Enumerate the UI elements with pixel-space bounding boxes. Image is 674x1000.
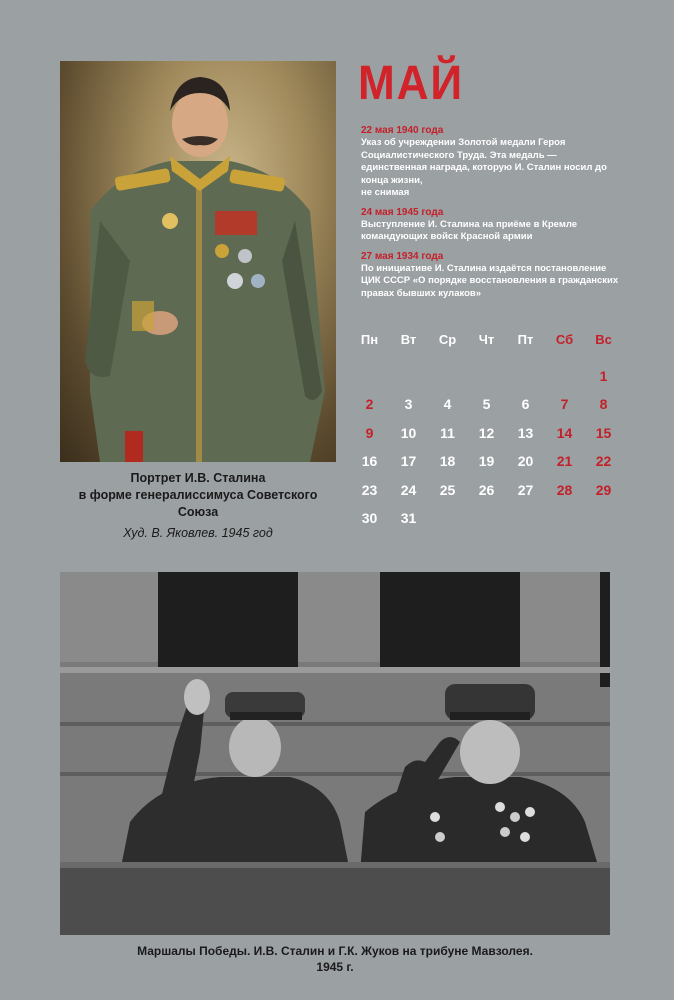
calendar-grid [350, 325, 625, 533]
calendar-day: 8 [599, 396, 608, 413]
events-list [361, 124, 621, 306]
calendar-week-row [350, 390, 625, 419]
calendar-day: 31 [400, 510, 417, 527]
event-date: 27 мая 1934 года [361, 250, 444, 262]
stalin-portrait-painting [60, 61, 336, 462]
calendar-day: 23 [361, 481, 378, 498]
event-text: Указ об учреждении Золотой медали Героя [361, 137, 566, 148]
weekday-sun: Вс [595, 331, 612, 347]
calendar-week-row [350, 447, 625, 476]
calendar-weekday-header [350, 325, 625, 354]
weekday-thu: Чт [478, 331, 495, 347]
calendar-day: 19 [478, 453, 495, 470]
event-text: Социалистического Труда. Эта медаль — [361, 149, 557, 161]
event-text: правах бывших кулаков» [361, 287, 482, 299]
calendar-day: 2 [365, 396, 374, 413]
calendar-week-row [350, 362, 625, 391]
photo-caption [60, 943, 610, 975]
weekday-mon: Пн [360, 331, 379, 347]
calendar-day: 12 [478, 424, 495, 441]
calendar-day: 4 [443, 396, 452, 413]
calendar-day: 26 [478, 481, 495, 498]
event-text: По инициативе И. Сталина издаётся постановление [361, 262, 607, 274]
event-item [361, 206, 621, 244]
month-title: МАЙ [358, 57, 464, 110]
marshals-photo [60, 572, 610, 935]
portrait-credit: Худ. В. Яковлев. 1945 год [123, 526, 273, 540]
calendar-week-row [350, 419, 625, 448]
event-text: единственная награда, которую И. Сталин носил до [361, 162, 607, 173]
calendar-day: 18 [439, 453, 456, 470]
event-text: конца жизни, [361, 174, 423, 186]
calendar-day: 22 [595, 453, 612, 470]
calendar-day: 15 [595, 424, 612, 441]
calendar-day: 5 [482, 396, 491, 413]
event-text: командующих войск Красной армии [361, 231, 533, 242]
photo-caption-line2: 1945 г. [316, 960, 354, 974]
calendar-day: 17 [400, 453, 417, 470]
weekday-wed: Ср [438, 331, 457, 347]
weekday-sat: Сб [555, 331, 574, 347]
event-item [361, 250, 621, 301]
calendar-day: 14 [556, 424, 573, 441]
event-text: не снимая [361, 187, 410, 198]
calendar-day: 21 [556, 453, 573, 470]
calendar-day: 3 [404, 396, 413, 413]
event-date: 22 мая 1940 года [361, 125, 444, 136]
calendar-day: 30 [361, 510, 378, 527]
calendar-week-row [350, 504, 625, 533]
calendar-day: 9 [365, 424, 374, 441]
calendar-day: 6 [521, 396, 530, 413]
portrait-caption-line1: Портрет И.В. Сталина [130, 471, 266, 485]
calendar-day: 25 [439, 481, 456, 498]
calendar-day: 11 [440, 424, 455, 441]
calendar-day: 16 [361, 453, 378, 470]
calendar-day: 10 [400, 424, 417, 441]
calendar-day: 13 [517, 424, 534, 441]
weekday-tue: Вт [400, 331, 417, 347]
weekday-fri: Пт [517, 331, 534, 347]
event-text: ЦИК СССР «О порядке восстановления в гражданских [361, 275, 619, 286]
event-item [361, 124, 621, 200]
calendar-day: 1 [599, 367, 608, 384]
calendar-day: 24 [400, 481, 417, 498]
photo-caption-line1: Маршалы Победы. И.В. Сталин и Г.К. Жуков на трибуне Мавзолея. [137, 944, 533, 958]
calendar-day: 27 [517, 481, 534, 498]
calendar-day: 28 [556, 481, 573, 498]
calendar-day: 7 [560, 396, 569, 413]
calendar-day: 29 [595, 481, 612, 498]
portrait-caption-line2: в форме генералиссимуса Советского Союза [78, 488, 318, 519]
calendar-week-row [350, 476, 625, 505]
portrait-caption [60, 470, 336, 542]
event-date: 24 мая 1945 года [361, 206, 444, 218]
calendar-day: 20 [517, 453, 534, 470]
event-text: Выступление И. Сталина на приёме в Кремле [361, 218, 578, 230]
